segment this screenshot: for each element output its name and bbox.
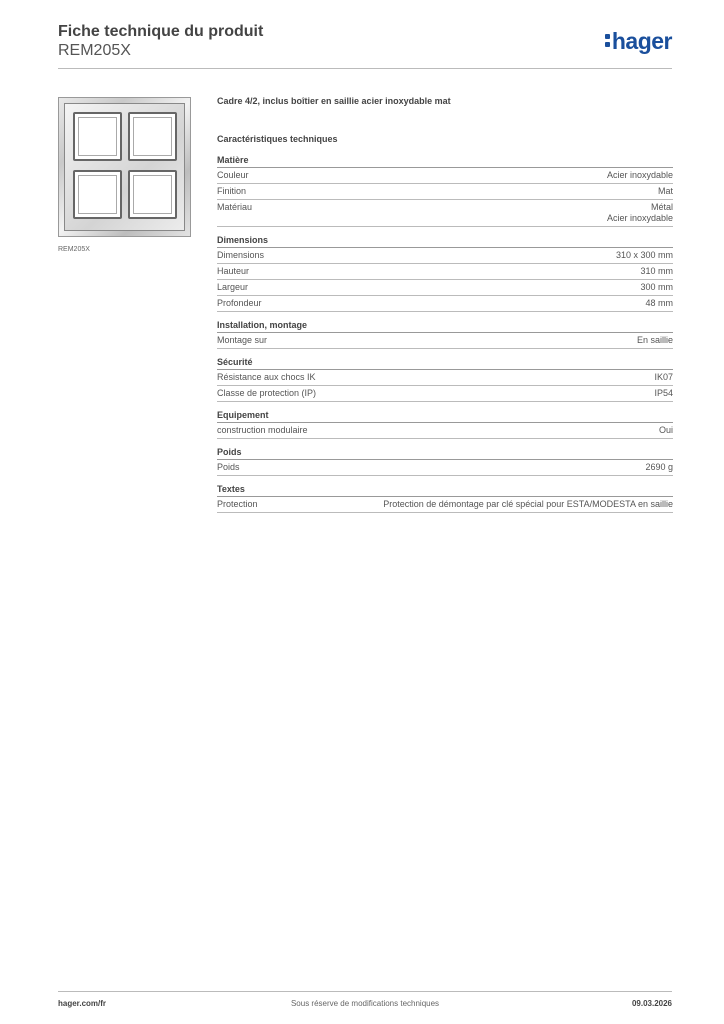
spec-value [616,250,673,261]
spec-value-line: IK07 [654,372,673,382]
spec-groups [217,155,673,513]
spec-value [645,298,673,309]
spec-value [607,202,673,224]
spec-label: Dimensions [217,250,265,260]
spec-value [607,170,673,181]
spec-group-title: Dimensions [217,235,673,248]
spec-value [640,282,673,293]
spec-value-line: 310 mm [640,266,673,276]
spec-value-line: Acier inoxydable [606,213,673,223]
spec-value-line: Acier inoxydable [606,170,673,180]
spec-row [217,370,673,386]
product-code: REM205X [58,42,131,59]
spec-group-title: Textes [217,484,673,497]
spec-row [217,296,673,312]
spec-label: Largeur [217,282,249,292]
spec-row [217,280,673,296]
spec-label: Résistance aux chocs IK [217,372,316,382]
spec-label: construction modulaire [217,425,308,435]
spec-label: Matériau [217,202,253,212]
footer-website-link[interactable]: hager.com/fr [58,999,107,1008]
spec-value-line: Oui [658,425,673,435]
spec-group [217,235,673,312]
spec-value [654,372,673,383]
spec-group [217,484,673,513]
page-header [58,22,672,68]
frame-opening [128,170,177,219]
spec-value-line: Protection de démontage par clé spécial pour ESTA/MODESTA en saillie [383,499,673,509]
spec-value-line: IP54 [654,388,673,398]
frame-opening [73,112,122,161]
spec-group-title: Installation, montage [217,320,673,333]
spec-content [217,96,673,521]
footer-date: 09.03.2026 [631,999,672,1008]
logo-dots-icon [605,34,610,50]
logo-text: hager [611,28,672,54]
spec-row [217,200,673,227]
spec-value-line: En saillie [636,335,673,345]
spec-group [217,320,673,349]
spec-label: Couleur [217,170,249,180]
spec-value [637,335,673,346]
spec-value-line: 48 mm [645,298,673,308]
spec-label: Protection [217,499,258,509]
spec-value [383,499,673,510]
spec-label: Montage sur [217,335,268,345]
spec-label: Hauteur [217,266,250,276]
spec-row [217,184,673,200]
spec-row [217,264,673,280]
spec-value-line: 300 mm [640,282,673,292]
page-title: Fiche technique du produit [58,23,264,40]
spec-value [658,186,673,197]
image-caption: REM205X [58,246,90,253]
spec-label: Classe de protection (IP) [217,388,317,398]
spec-row [217,333,673,349]
spec-group-title: Poids [217,447,673,460]
spec-row [217,168,673,184]
spec-group [217,155,673,227]
frame-plate [64,103,185,231]
header-divider [58,68,672,69]
spec-value [645,462,673,473]
footer-divider [58,991,672,992]
spec-group-title: Sécurité [217,357,673,370]
frame-opening [128,112,177,161]
spec-value-line: Mat [657,186,673,196]
spec-value [640,266,673,277]
spec-value [659,425,673,436]
frame-opening [73,170,122,219]
product-image [58,97,191,237]
spec-row [217,423,673,439]
spec-group [217,410,673,439]
product-description: Cadre 4/2, inclus boîtier en saillie acier inoxydable mat [217,96,451,106]
spec-row [217,497,673,513]
spec-group-title: Matière [217,155,673,168]
spec-label: Finition [217,186,247,196]
spec-row [217,248,673,264]
hager-logo [605,28,672,55]
spec-value [654,388,673,399]
spec-value-line: 2690 g [645,462,673,472]
spec-group [217,447,673,476]
spec-value-line: Métal [650,202,673,212]
spec-row [217,460,673,476]
spec-row [217,386,673,402]
section-heading: Caractéristiques techniques [217,134,338,144]
spec-label: Profondeur [217,298,262,308]
spec-label: Poids [217,462,240,472]
spec-group-title: Equipement [217,410,673,423]
spec-group [217,357,673,402]
spec-value-line: 310 x 300 mm [615,250,673,260]
footer-note: Sous réserve de modifications techniques [290,999,440,1008]
page-footer [58,999,672,1011]
